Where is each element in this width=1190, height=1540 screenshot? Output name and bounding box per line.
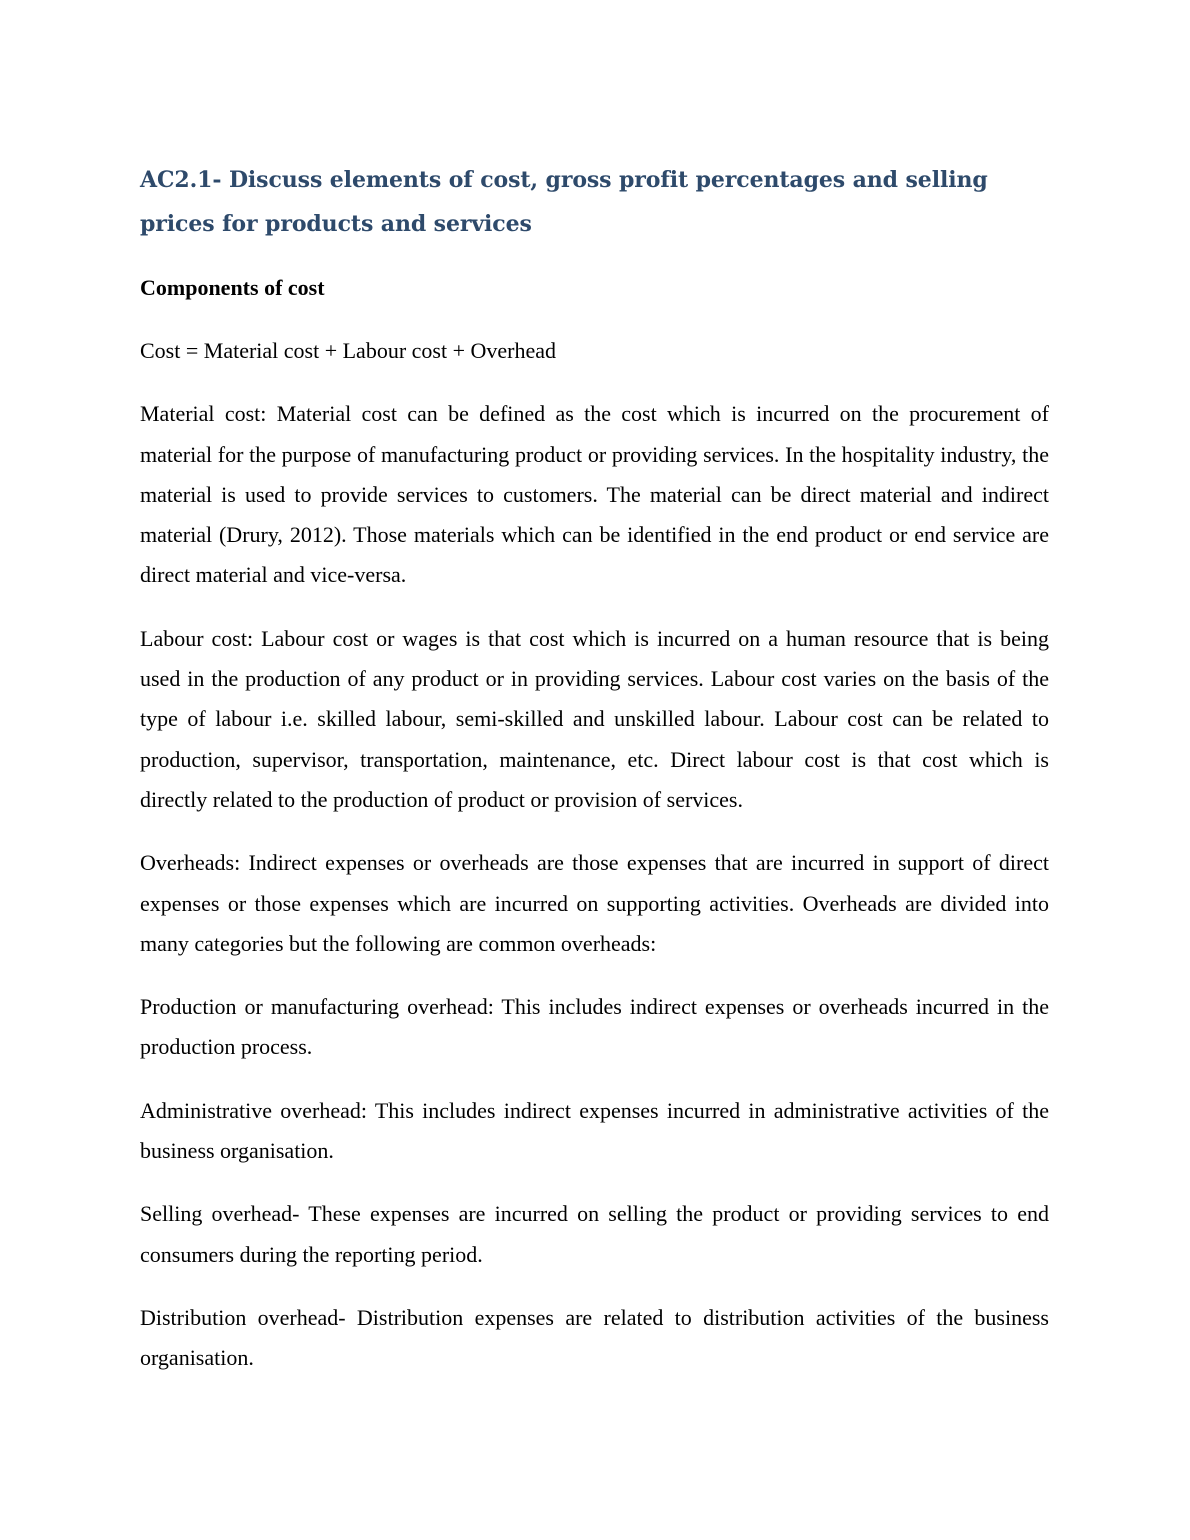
paragraph-selling-overhead: Selling overhead- These expenses are incurred on selling the product or providing services to end consumers during the reporting period.	[140, 1201, 1049, 1267]
paragraph-overheads: Overheads: Indirect expenses or overheads are those expenses that are incurred in support of direct expenses or those expenses which are incurred on supporting activities. Overheads are divided into many categories but the following are common overheads:	[140, 850, 1049, 956]
paragraph-labour-cost: Labour cost: Labour cost or wages is that cost which is incurred on a human resource that is being used in the production of any product or in providing services. Labour cost varies on the basis of the type of labour i.e. skilled labour, semi-skilled and unskilled labour. Labour cost can be related to production, supervisor, transportation, maintenance, etc. Direct labour cost is that cost which is directly related to the production of product or provision of services.	[140, 625, 1049, 812]
document-page	[140, 158, 1049, 1379]
section-heading: AC2.1- Discuss elements of cost, gross profit percentages and selling prices for products and services	[140, 167, 988, 237]
paragraph-cost-formula: Cost = Material cost + Labour cost + Overhead	[140, 338, 557, 363]
subheading-components-of-cost: Components of cost	[140, 275, 325, 300]
paragraph-material-cost: Material cost: Material cost can be defined as the cost which is incurred on the procurement of material for the purpose of manufacturing product or providing services. In the hospitality industry, the material is used to provide services to customers. The material can be direct material and indirect material (Drury, 2012). Those materials which can be identified in the end product or end service are direct material and vice-versa.	[140, 401, 1049, 588]
paragraph-distribution-overhead: Distribution overhead- Distribution expenses are related to distribution activities of the business organisation.	[140, 1304, 1049, 1371]
paragraph-administrative-overhead: Administrative overhead: This includes indirect expenses incurred in administrative activities of the business organisation.	[140, 1097, 1049, 1164]
paragraph-production-overhead: Production or manufacturing overhead: This includes indirect expenses or overheads incurred in the production process.	[140, 994, 1049, 1060]
